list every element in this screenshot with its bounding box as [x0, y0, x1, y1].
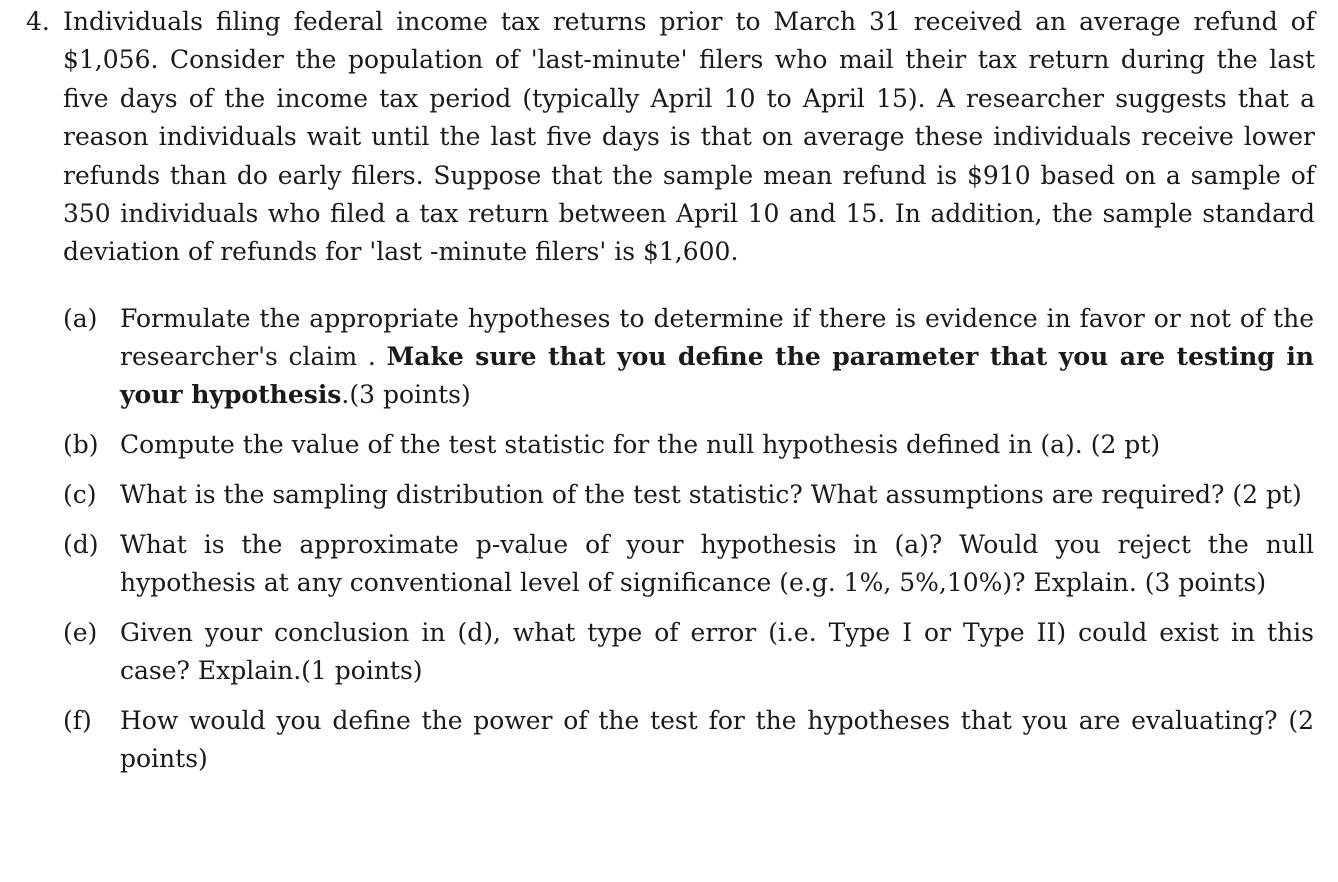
- part-text: What is the sampling distribution of the test statistic? What assumptions are required? (2 pt): [120, 480, 1302, 509]
- problem-parts: [0, 300, 1338, 790]
- part-text: Given your conclusion in (d), what type of error (i.e. Type I or Type II) could exist in this case? Explain.(1 points): [120, 618, 1314, 685]
- part-label: (e): [63, 618, 98, 647]
- part-f: [0, 702, 1338, 778]
- part-text: What is the approximate p-value of your hypothesis in (a)? Would you reject the null hypothesis at any conventional level of significance (e.g. 1%, 5%,10%)? Explain. (3 points): [120, 530, 1314, 597]
- part-e: [0, 614, 1338, 690]
- part-label: (f): [63, 706, 92, 735]
- part-label: (a): [63, 304, 98, 333]
- problem-number: 4.: [26, 7, 50, 36]
- part-label: (c): [63, 480, 97, 509]
- part-a-text-regular: Formulate the appropriate hypotheses to determine if there is evidence in favor or not of the researcher's claim .: [120, 304, 1314, 371]
- part-label: (b): [63, 430, 99, 459]
- part-a-text-points: .(3 points): [341, 380, 471, 409]
- part-text: [120, 300, 1314, 414]
- part-text: Compute the value of the test statistic for the null hypothesis defined in (a). (2 pt): [120, 430, 1161, 459]
- part-b: [0, 426, 1338, 464]
- problem-statement: Individuals filing federal income tax returns prior to March 31 received an average refund of $1,056. Consider the population of 'last-minute' filers who mail their tax return during the last five days of the income tax period (typically April 10 to April 15). A researcher suggests that a reason individuals wait until the last five days is that on average these individuals receive lower refunds than do early filers. Suppose that the sample mean refund is $910 based on a sample of 350 individuals who filed a tax return between April 10 and 15. In addition, the sample standard deviation of refunds for 'last -minute filers' is $1,600.: [63, 7, 1315, 267]
- part-text: How would you define the power of the test for the hypotheses that you are evaluating? (2 points): [120, 706, 1314, 773]
- part-label: (d): [63, 530, 99, 559]
- part-c: [0, 476, 1338, 514]
- part-a: [0, 300, 1338, 414]
- part-a-text-bold: Make sure that you define the parameter that you are testing in your hypothesis: [120, 342, 1314, 409]
- part-d: [0, 526, 1338, 602]
